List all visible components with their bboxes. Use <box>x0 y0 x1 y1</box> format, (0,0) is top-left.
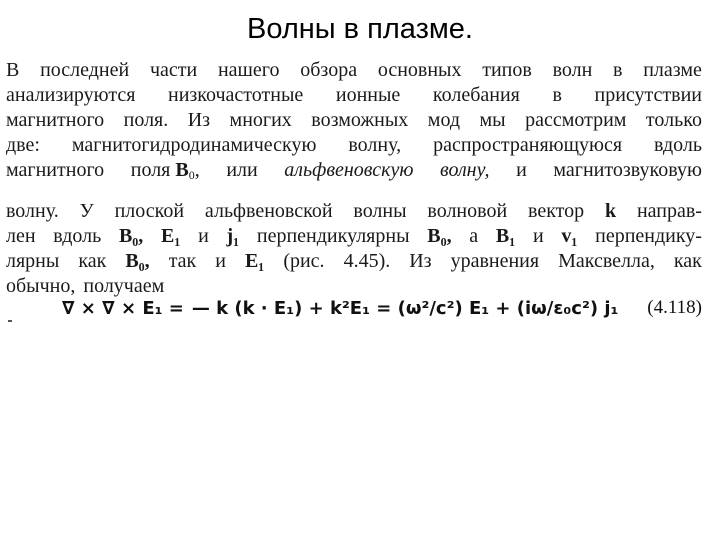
slide-title: Волны в плазме. <box>247 13 473 45</box>
word-with-vector <box>131 158 200 183</box>
vector-b0: B <box>175 159 189 181</box>
scanned-text-block <box>6 58 702 299</box>
word: низкочастотные <box>168 84 304 106</box>
word: присутствии <box>594 84 702 106</box>
text-line-7 <box>6 224 702 249</box>
word: У <box>79 200 94 222</box>
word: 4.45). <box>343 250 391 272</box>
word: магнитного <box>6 109 105 131</box>
word: как <box>78 250 107 272</box>
word: колебания <box>432 84 520 106</box>
vector-e1: E₁ <box>244 250 265 272</box>
word: волну. <box>6 200 59 222</box>
word: поля. <box>123 109 169 131</box>
word: и <box>516 159 527 181</box>
word: только <box>645 109 702 131</box>
word: две: <box>6 134 40 156</box>
word: лярны <box>6 250 60 272</box>
comma: , <box>194 159 200 181</box>
word: Из <box>187 109 211 131</box>
vector-v1: v₁ <box>561 225 578 247</box>
word: в <box>613 59 623 81</box>
word: мод <box>427 109 461 131</box>
word: возможных <box>311 109 409 131</box>
word: так <box>168 250 197 272</box>
word: части <box>149 59 198 81</box>
vector-e1: E₁ <box>161 225 181 247</box>
text-line-8 <box>6 249 702 274</box>
word: в <box>552 84 562 106</box>
word: последней <box>40 59 130 81</box>
word: поля <box>130 159 171 181</box>
vector-b0: B₀, <box>427 225 452 247</box>
word: или <box>226 159 258 181</box>
word: направ- <box>636 200 702 222</box>
word: уравнения <box>450 250 540 272</box>
scan-artifact <box>8 320 12 322</box>
word: вдоль <box>654 134 702 156</box>
word: и <box>532 225 544 247</box>
word: вдоль <box>53 225 102 247</box>
word: нашего <box>217 59 280 81</box>
word: Из <box>409 250 432 272</box>
word: магнитогидродинамическую <box>71 134 317 156</box>
word: волны <box>353 200 407 222</box>
vector-b0: B₀, <box>125 250 150 272</box>
word: ионные <box>335 84 401 106</box>
word: вектор <box>528 200 585 222</box>
word: основных <box>377 59 462 81</box>
word: получаем <box>83 275 165 297</box>
word: Максвелла, <box>558 250 655 272</box>
vector-b0: B₀, <box>118 225 144 247</box>
word: магнитного <box>6 159 105 181</box>
word: волн <box>552 59 593 81</box>
text-line-3 <box>6 108 702 133</box>
word: распространяющуюся <box>433 134 623 156</box>
text-line-4 <box>6 133 702 158</box>
word: (рис. <box>283 250 325 272</box>
word: обзора <box>300 59 358 81</box>
italic-term: альфвеновскую <box>284 159 414 181</box>
vector-k: k <box>604 200 617 222</box>
text-line-1 <box>6 58 702 83</box>
word: альфвеновской <box>204 200 333 222</box>
word: перпендикулярны <box>256 225 410 247</box>
equation-rhs: — k (k · E₁) + k²E₁ = (ω²/c²) E₁ + (iω/ε₀c²) j₁ <box>191 297 619 319</box>
text-line-5 <box>6 158 702 183</box>
word: волну, <box>348 134 402 156</box>
equation-number: (4.118) <box>647 297 702 318</box>
vector-j1: j₁ <box>226 225 240 247</box>
word: обычно, <box>6 275 76 297</box>
word: и <box>215 250 226 272</box>
word: плоской <box>114 200 185 222</box>
word: волновой <box>427 200 508 222</box>
word: В <box>6 59 20 81</box>
text-line-2 <box>6 83 702 108</box>
equation-4-118 <box>62 292 702 324</box>
word: плазме <box>643 59 702 81</box>
word: анализируются <box>6 84 136 106</box>
word: многих <box>229 109 292 131</box>
word: и <box>198 225 209 247</box>
equation-lhs: ∇ × ∇ × E₁ = <box>62 297 184 319</box>
subscript: 0 <box>188 168 195 182</box>
italic-term: волну, <box>440 159 490 181</box>
word: типов <box>482 59 532 81</box>
word: рассмотрим <box>525 109 627 131</box>
text-line-6 <box>6 199 702 224</box>
word: мы <box>479 109 506 131</box>
word: перпендику- <box>595 225 702 247</box>
word: как <box>673 250 702 272</box>
word: а <box>469 225 479 247</box>
word: лен <box>6 225 36 247</box>
vector-b1: B₁ <box>495 225 516 247</box>
word: магнитозвуковую <box>553 159 702 181</box>
